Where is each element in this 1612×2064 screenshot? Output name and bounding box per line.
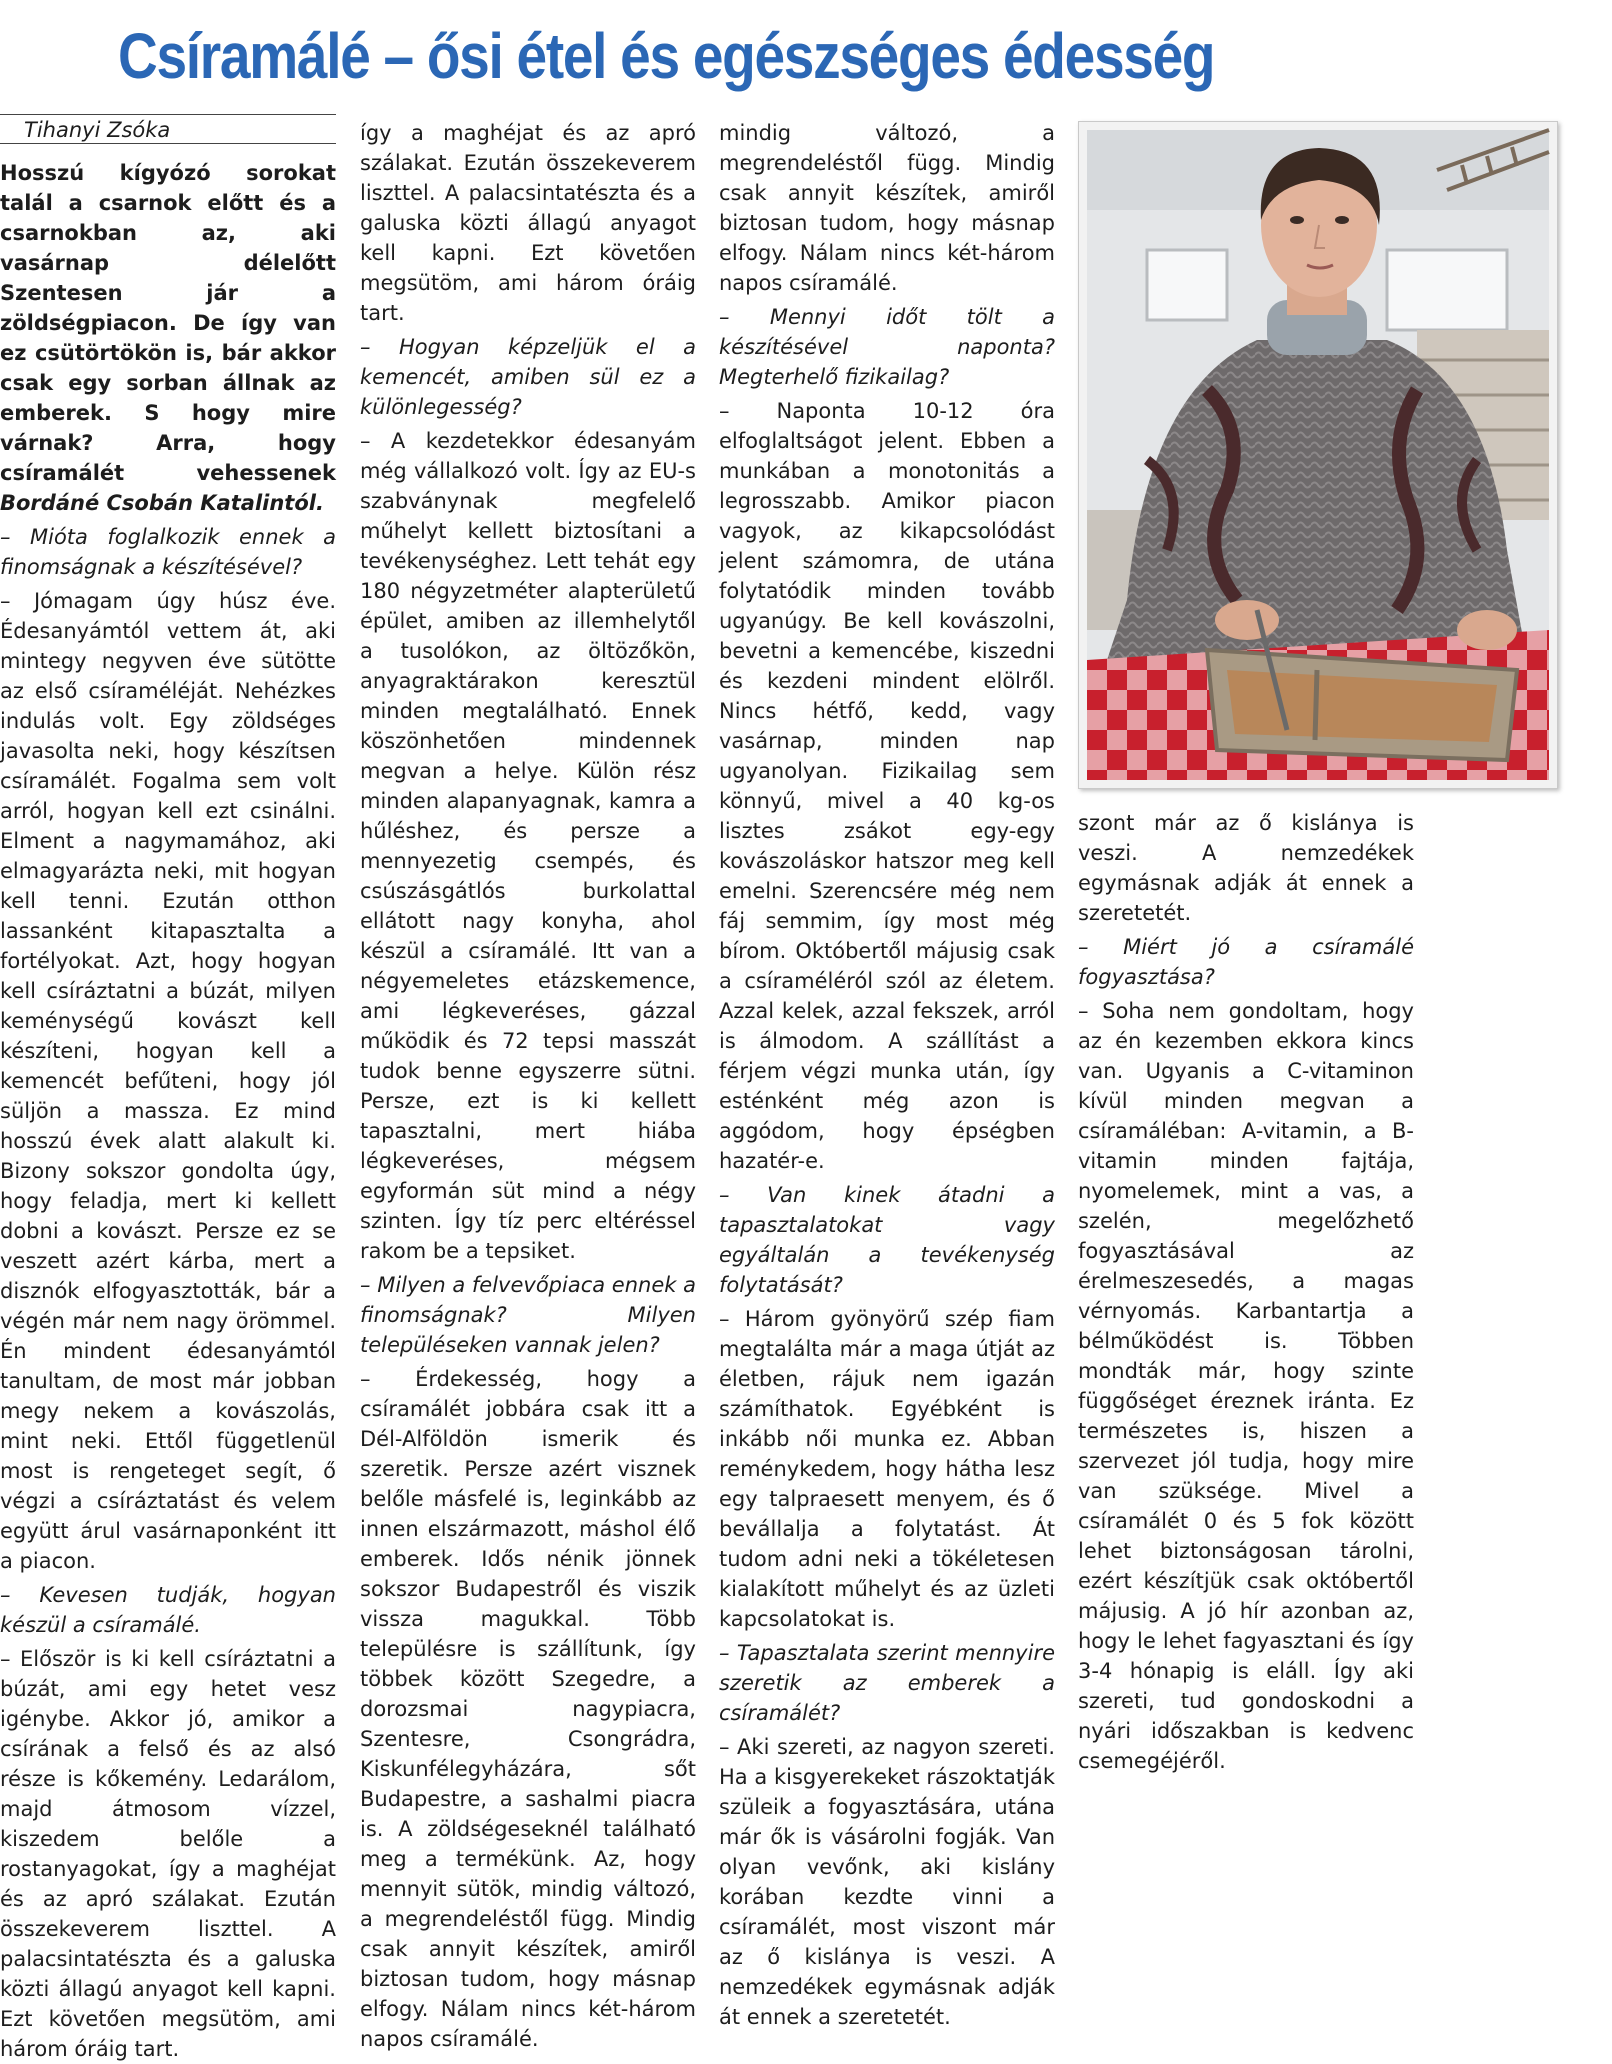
lead-text: Hosszú kígyózó sorokat talál a csarnok előtt és a csarnokban az, aki vasárnap délelőtt Szentesen jár a zöldségpiacon. De így van ez csütörtökön is, bár akkor csak egy sorban állnak az emberek. S hogy mire várnak? Arra, hogy csíramálét vehessenek: [0, 161, 336, 485]
question-1: – Mióta foglalkozik ennek a finomságnak a készítésével?: [0, 525, 336, 579]
answer-7-continued: szont már az ő kislánya is veszi. A nemzedékek egymásnak adják át ennek a szeretetét.: [1078, 811, 1414, 925]
article-column-2: [360, 118, 696, 2051]
article-title: Csíramálé – ősi étel és egészséges édesség: [118, 20, 1215, 92]
interviewee-name: Bordáné Csobán Katalintól.: [0, 491, 324, 515]
answer-5: – Naponta 10-12 óra elfoglaltságot jelent. Ebben a munkában a monotonitás a legrosszabb. Amikor piacon vagyok, az kikapcsolódást jelent számomra, de utána folytatódik minden tovább ugyanúgy. Be kell kovászolni, bevetni a kemencébe, kiszedni és kezdeni mindent elölről. Nincs hétfő, kedd, vagy vasárnap, minden nap ugyanolyan. Fizikailag sem könnyű, mivel a 40 kg-os lisztes zsákot egy-egy kovászoláskor hatszor meg kell emelni. Szerencsére még nem fáj semmim, így most még bírom. Októbertől májusig csak a csíraméléról szól az életem. Azzal kelek, azzal fekszek, arról is álmodom. A szállítást a férjem végzi munka után, így esténként még azon is aggódom, hogy épségben hazatér-e.: [719, 399, 1055, 1173]
article-column-1: [0, 158, 336, 2061]
answer-4: – Érdekesség, hogy a csíramálét jobbára csak itt a Dél-Alföldön ismerik és szeretik. Persze azért visznek belőle másfelé is, leginkább az innen elszármazott, máshol élő emberek. Idős nénik jönnek sokszor Budapestről és viszik vissza magukkal. Több településre is szállítunk, így többek között Szegedre, a dorozsmai nagypiacra, Szentesre, Csongrádra, Kiskunfélegyházára, sőt Budapestre, a sashalmi piacra is. A zöldségeseknél található meg a termékünk. Az, hogy mennyit sütök, mindig változó, a megrendeléstől függ. Mindig csak annyit készítek, amiről biztosan tudom, hogy másnap elfogy. Nálam nincs két-három napos csíramálé.: [360, 1367, 696, 2051]
answer-7: – Aki szereti, az nagyon szereti. Ha a kisgyerekeket rászoktatják szüleik a fogyasztására, utána már ők is vásárolni fogják. Van olyan vevőnk, aki kislány korában kezdte vinni a csíramálét, most viszont már az ő kislánya is veszi. A nemzedékek egymásnak adják át ennek a szeretetét.: [719, 1735, 1055, 2029]
article-column-3: [719, 118, 1055, 2029]
question-7: – Tapasztalata szerint mennyire szeretik az emberek a csíramálét?: [719, 1641, 1055, 1725]
lead-paragraph: [0, 158, 336, 518]
question-2: – Kevesen tudják, hogyan készül a csíramálé.: [0, 1583, 336, 1637]
answer-4-continued: mindig változó, a megrendeléstől függ. Mindig csak annyit készítek, amiről biztosan tudom, hogy másnap elfogy. Nálam nincs két-három napos csíramálé.: [719, 121, 1055, 295]
question-6: – Van kinek átadni a tapasztalatokat vagy egyáltalán a tevékenység folytatását?: [719, 1183, 1055, 1297]
answer-2: – Először is ki kell csíráztatni a búzát, ami egy hetet vesz igénybe. Akkor jó, amikor a csírának a felső és az alsó része is kőkemény. Ledarálom, majd átmosom vízzel, kiszedem belőle a rostanyagokat, így a maghéjat és az apró szálakat. Ezután összekeverem liszttel. A palacsintatészta és a galuska közti állagú anyagot kell kapni. Ezt követően megsütöm, ami három óráig tart.: [0, 1647, 336, 2061]
answer-2-continued: így a maghéjat és az apró szálakat. Ezután összekeverem liszttel. A palacsintatészta és a galuska közti állagú anyagot kell kapni. Ezt követően megsütöm, ami három óráig tart.: [360, 121, 696, 325]
photo-image: [1087, 130, 1549, 780]
question-8: – Miért jó a csíramálé fogyasztása?: [1078, 935, 1414, 989]
question-5: – Mennyi időt tölt a készítésével naponta? Megterhelő fizikailag?: [719, 305, 1055, 389]
question-4: – Milyen a felvevőpiaca ennek a finomságnak? Milyen településeken vannak jelen?: [360, 1273, 696, 1357]
author-byline: Tihanyi Zsóka: [0, 114, 336, 144]
interviewee-photo: [1078, 121, 1558, 789]
answer-1: – Jómagam úgy húsz éve. Édesanyámtól vettem át, aki mintegy negyven éve sütötte az első csíraméléját. Nehézkes indulás volt. Egy zöldséges javasolta neki, hogy készítsen csíramálét. Fogalma sem volt arról, hogyan kell ezt csinálni. Elment a nagymamához, aki elmagyarázta neki, mit hogyan kell tenni. Ezután otthon lassanként kitapasztalta a fortélyokat. Azt, hogy hogyan kell csíráztatni a búzát, milyen keménységű kovászt kell készíteni, hogyan kell a kemencét befűteni, hogy jól süljön a massza. Ez mind hosszú évek alatt alakult ki. Bizony sokszor gondolta úgy, hogy feladja, mert ki kellett dobni a kovászt. Persze ez se veszett azért kárba, mert a disznók elfogyasztották, bár a végén már nem nagy örömmel. Én mindent édesanyámtól tanultam, de most már jobban megy nekem a kovászolás, mint neki. Ettől függetlenül most is rengeteget segít, ő végzi a csíráztatást és velem együtt árul vasárnaponként itt a piacon.: [0, 589, 336, 1573]
answer-6: – Három gyönyörű szép fiam megtalálta már a maga útját az életben, rájuk nem igazán számíthatok. Egyébként is inkább női munka ez. Abban reménykedem, hogy hátha lesz egy talpraesett menyem, és ő bevállalja a folytatást. Át tudom adni neki a tökéletesen kialakított műhelyt és az üzleti kapcsolatokat is.: [719, 1307, 1055, 1631]
answer-3: – A kezdetekkor édesanyám még vállalkozó volt. Így az EU-s szabványnak megfelelő műhelyt kellett biztosítani a tevékenységhez. Lett tehát egy 180 négyzetméter alapterületű épület, amiben az illemhelytől a tusolókon, az öltözőkön, anyagraktárakon keresztül minden megtalálható. Ennek köszönhetően mindennek megvan a helye. Külön rész minden alapanyagnak, kamra a hűléshez, és persze a mennyezetig csempés, és csúszásgátlós burkolattal ellátott nagy konyha, ahol készül a csíramálé. Itt van a négyemeletes etázskemence, ami légkeveréses, gázzal működik és 72 tepsi masszát tudok benne egyszerre sütni. Persze, ezt is ki kellett tapasztalni, mert hiába légkeveréses, mégsem egyformán süt mind a négy szinten. Így tíz perc eltéréssel rakom be a tepsiket.: [360, 429, 696, 1263]
question-3: – Hogyan képzeljük el a kemencét, amiben sül ez a különlegesség?: [360, 335, 696, 419]
article-column-4: [1078, 808, 1414, 1773]
photo-illustration: [1087, 130, 1549, 780]
answer-8: – Soha nem gondoltam, hogy az én kezemben ekkora kincs van. Ugyanis a C-vitaminon kívül minden megvan a csíramáléban: A-vitamin, a B-vitamin minden fajtája, nyomelemek, mint a vas, a szelén, megelőzhető fogyasztásával az érelmeszesedés, a magas vérnyomás. Karbantartja a bélműködést is. Többen mondták már, hogy szinte függőséget éreznek iránta. Ez természetes is, hiszen a szervezet jól tudja, hogy mire van szüksége. Mivel a csíramálét 0 és 5 fok között lehet biztonságosan tárolni, ezért készítjük csak októbertől májusig. A jó hír azonban az, hogy le lehet fagyasztani és így 3-4 hónapig is eláll. Így aki szereti, tud gondoskodni a nyári időszakban is kedvenc csemegéjéről.: [1078, 999, 1414, 1773]
